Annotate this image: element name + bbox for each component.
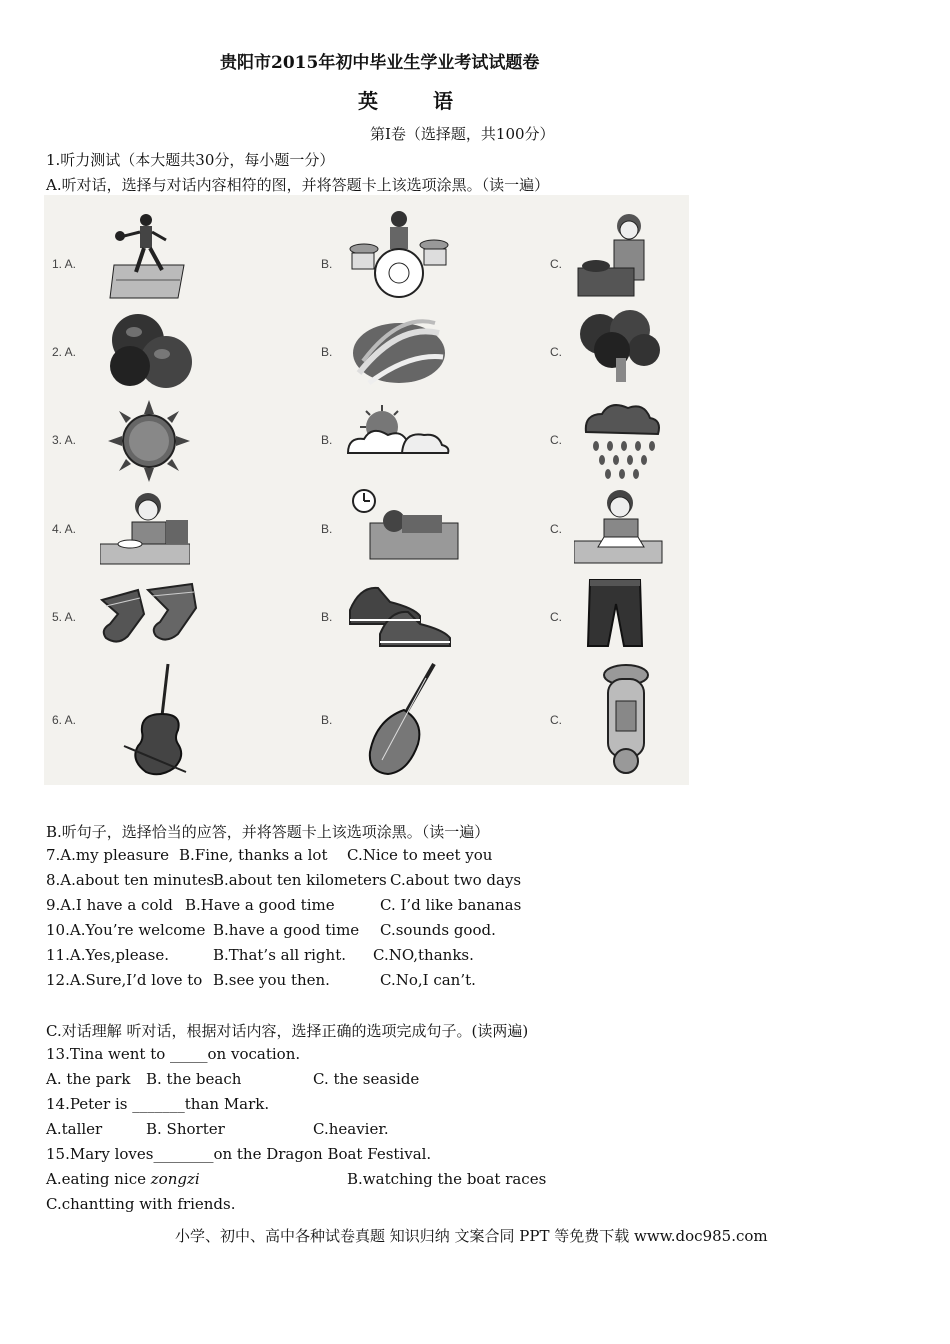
violin-icon (120, 660, 190, 778)
trousers-icon (586, 578, 644, 650)
sun-icon (106, 398, 192, 484)
q15-option-b: B.watching the boat races (347, 1170, 547, 1188)
q3-c-label: C. (550, 433, 562, 447)
q15-option-a-italic: zongzi (150, 1170, 200, 1188)
q8-option-a: 8.A.about ten minutes (46, 871, 215, 889)
q15-option-c: C.chantting with friends. (46, 1195, 236, 1213)
q2-b-label: B. (321, 345, 333, 359)
q8-option-b: B.about ten kilometers (213, 871, 387, 889)
q1-label: 1. A. (52, 257, 77, 271)
q9-option-c: C. I’d like bananas (380, 896, 522, 914)
q14-option-a: A.taller (46, 1120, 103, 1138)
q14-option-b: B. Shorter (146, 1120, 225, 1138)
q11-option-a: 11.A.Yes,please. (46, 946, 169, 964)
q14-option-c: C.heavier. (313, 1120, 389, 1138)
q5-label: 5. A. (52, 610, 77, 624)
drum-player-icon (344, 207, 454, 299)
q13-option-a: A. the park (46, 1070, 131, 1088)
q9-option-b: B.Have a good time (185, 896, 335, 914)
cabbage-icon (349, 313, 449, 391)
rain-cloud-icon (578, 400, 662, 480)
q7-option-a: 7.A.my pleasure (46, 846, 170, 864)
footer-text: 小学、初中、高中各种试卷真题 知识归纳 文案合同 PPT 等免费下载 www.doc985.com (175, 1227, 768, 1245)
q13-question: 13.Tina went to _____on vocation. (46, 1045, 301, 1063)
boy-eating-icon (100, 490, 190, 566)
q3-b-label: B. (321, 433, 333, 447)
q10-option-c: C.sounds good. (380, 921, 496, 939)
q15-option-a-prefix: A.eating nice (46, 1170, 151, 1188)
tomatoes-icon (104, 310, 196, 390)
q8-option-c: C.about two days (390, 871, 522, 889)
subject-title: 英 语 (358, 89, 477, 113)
q2-c-label: C. (550, 345, 562, 359)
q15-option-a (46, 1170, 200, 1188)
q1-b-label: B. (321, 257, 333, 271)
q13-option-b: B. the beach (146, 1070, 242, 1088)
q11-option-b: B.That’s all right. (213, 946, 346, 964)
part-b-instruction: B.听句子，选择恰当的应答，并将答题卡上该选项涂黑。（读一遍） (46, 823, 490, 841)
q15-question: 15.Mary loves________on the Dragon Boat Festival. (46, 1145, 432, 1163)
section-heading: 1.听力测试（本大题共30分，每小题一分） (46, 151, 335, 169)
socks-icon (98, 580, 200, 650)
q3-label: 3. A. (52, 433, 77, 447)
q5-c-label: C. (550, 610, 562, 624)
boy-reading-icon (574, 487, 664, 565)
q4-label: 4. A. (52, 522, 77, 536)
q10-option-b: B.have a good time (213, 921, 360, 939)
broccoli-icon (572, 310, 664, 384)
q9-option-a: 9.A.I have a cold (46, 896, 173, 914)
q2-label: 2. A. (52, 345, 77, 359)
q4-b-label: B. (321, 522, 333, 536)
boy-sleeping-clock-icon (350, 487, 462, 565)
picture-questions-panel (44, 195, 689, 785)
part-c-instruction: C.对话理解 听对话，根据对话内容，选择正确的选项完成句子。(读两遍) (46, 1022, 529, 1040)
ping-pong-player-icon (106, 210, 186, 300)
q6-c-label: C. (550, 713, 562, 727)
cooking-boy-icon (574, 210, 664, 300)
q14-question: 14.Peter is _______than Mark. (46, 1095, 270, 1113)
q12-option-a: 12.A.Sure,I’d love to (46, 971, 203, 989)
pipa-icon (362, 660, 442, 778)
q12-option-b: B.see you then. (213, 971, 330, 989)
q1-c-label: C. (550, 257, 562, 271)
q7-option-c: C.Nice to meet you (347, 846, 493, 864)
q6-label: 6. A. (52, 713, 77, 727)
q5-b-label: B. (321, 610, 333, 624)
q13-option-c: C. the seaside (313, 1070, 420, 1088)
volume-heading: 第I卷（选择题，共100分） (370, 125, 555, 143)
q12-option-c: C.No,I can’t. (380, 971, 476, 989)
q11-option-c: C.NO,thanks. (373, 946, 474, 964)
part-a-instruction: A.听对话，选择与对话内容相符的图，并将答题卡上该选项涂黑。（读一遍） (46, 176, 550, 194)
q7-option-b: B.Fine, thanks a lot (179, 846, 328, 864)
tuba-icon (586, 661, 656, 775)
q6-b-label: B. (321, 713, 333, 727)
exam-title: 贵阳市2015年初中毕业生学业考试试题卷 (220, 53, 540, 73)
q10-option-a: 10.A.You’re welcome (46, 921, 206, 939)
q4-c-label: C. (550, 522, 562, 536)
sneakers-icon (344, 580, 456, 650)
sun-behind-clouds-icon (342, 405, 452, 460)
